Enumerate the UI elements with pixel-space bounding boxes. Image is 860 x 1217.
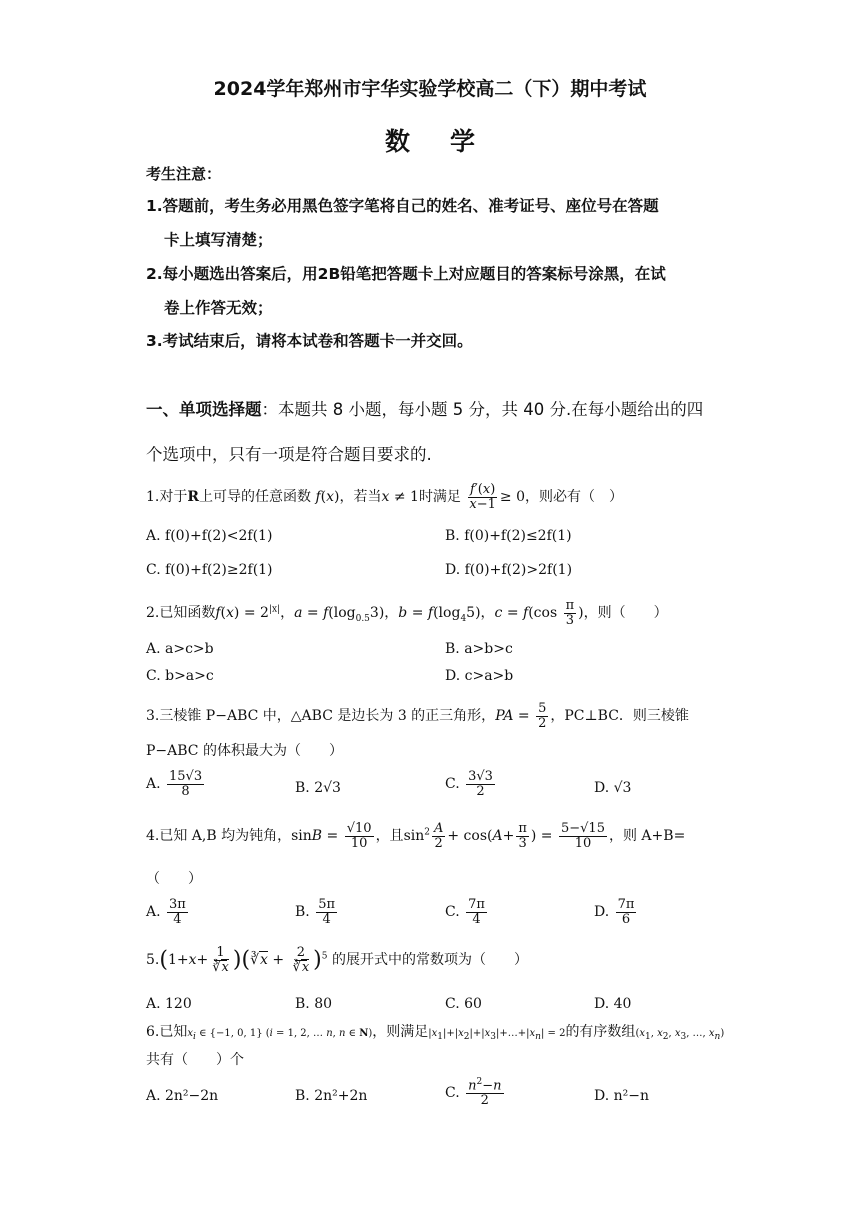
q3-fraction: $\frac{5}{2}$ — [538, 701, 547, 731]
q4-text-c: ，则 A+B= — [608, 828, 686, 845]
q4-option-a: A. $\frac{3\pi}{4}$ — [146, 897, 186, 927]
q2-option-b: B. a>b>c — [445, 641, 513, 657]
q3-option-c-label: C. — [445, 776, 460, 793]
section-heading — [146, 396, 703, 420]
q1-text-d: 时满足 — [418, 489, 461, 506]
subject-title: 数学 — [384, 127, 515, 156]
q1-text-c: ，若当 — [339, 489, 382, 506]
q3-text-a: 3.三棱锥 P−ABC 中，△ABC 是边长为 3 的正三角形， — [146, 708, 496, 725]
q2-option-d: D. c>a>b — [445, 668, 514, 684]
q6-text-c: 的有序数组 — [565, 1024, 636, 1040]
q6-option-b: B. 2n²+2n — [295, 1088, 368, 1104]
q1-text-b: 上可导的任意函数 — [199, 489, 311, 506]
q6-option-c: C. $\frac{n^2-n}{2}$ — [445, 1077, 502, 1108]
question-6-stem-cont: 共有（ ）个 — [146, 1052, 244, 1068]
q4-option-c: C. $\frac{7\pi}{4}$ — [445, 897, 485, 927]
q2-text-end: ，则（ ） — [583, 605, 668, 622]
q4-text-a: 4.已知 A,B 均为钝角， — [146, 828, 292, 845]
q4-option-b: B. $\frac{5\pi}{4}$ — [295, 897, 336, 927]
notice-item-1-cont: 卡上填写清楚； — [164, 231, 273, 249]
q1-fraction: $\frac{f'(x)}{x-1}$ — [469, 482, 496, 512]
question-3-stem-cont: P−ABC 的体积最大为（ ） — [146, 743, 343, 759]
notice-item-2-cont: 卷上作答无效； — [164, 299, 273, 317]
q1-option-b: B. f(0)+f(2)≤2f(1) — [445, 528, 572, 544]
q3-option-c: C. $\frac{3√3}{2}$ — [445, 769, 493, 799]
q4-option-d: D. $\frac{7\pi}{6}$ — [594, 897, 635, 927]
q3-option-d: D. √3 — [594, 780, 632, 796]
q4-text-b: ，且 — [375, 828, 404, 845]
q6-option-d: D. n²−n — [594, 1088, 650, 1104]
question-4-stem-cont: （ ） — [146, 871, 202, 887]
question-6-stem: 6.已知$x_i$ ∈ {−1, 0, 1} (i = 1, 2, … n, n ∈ N)，则满足$|x_1|+|x_2|+|x_3|+\dots+|x_n| = 2$的有序数组($x_1$, $x_2$, $x_3$, …, $x_n$) — [146, 1024, 725, 1042]
q3-option-a-label: A. — [146, 776, 161, 793]
q5-text-end: 的展开式中的常数项为（ ） — [331, 952, 528, 969]
section-title: 一、单项选择题 — [146, 400, 262, 419]
question-5-stem: 5.(1+x+ $\frac{1}{∛x}$ )(∛x + $\frac{2}{∛x}$ )$^5$ 的展开式中的常数项为（ ） — [146, 945, 528, 975]
notice-item-3: 3.考试结束后，请将本试卷和答题卡一并交回。 — [146, 332, 473, 350]
q1-option-d: D. f(0)+f(2)>2f(1) — [445, 562, 573, 578]
q5-option-b: B. 80 — [295, 996, 333, 1012]
q5-option-a: A. 120 — [146, 996, 192, 1012]
q5-option-c: C. 60 — [445, 996, 482, 1012]
q5-option-d: D. 40 — [594, 996, 632, 1012]
notice-item-1: 1.答题前，考生务必用黑色签字笔将自己的姓名、准考证号、座位号在答题 — [146, 197, 659, 215]
q2-text-a: 2.已知函数 — [146, 605, 216, 622]
q2-option-a: A. a>c>b — [146, 641, 214, 657]
question-4-stem: 4.已知 A,B 均为钝角，sinB = $\frac{√10}{10}$ ，且$\sin^2$ $\frac{A}{2}$ + cos(A+ $\frac{\pi}{3}$ ) = $\frac{5-√15}{10}$ ，则 A+B= — [146, 821, 686, 851]
q1-text-e: ，则必有（ ） — [525, 489, 623, 506]
notice-item-2: 2.每小题选出答案后，用2B铅笔把答题卡上对应题目的答案标号涂黑，在试 — [146, 265, 666, 283]
notice-heading: 考生注意： — [146, 165, 222, 183]
q2-fraction: $\frac{\pi}{3}$ — [565, 598, 575, 628]
q6-text-b: ，则满足 — [372, 1024, 429, 1040]
q1-text-a: 1.对于 — [146, 489, 188, 506]
question-1-stem: 1.对于R上可导的任意函数 f(x)，若当x ≠ 1时满足 $\frac{f'(x)}{x-1}$ ≥ 0，则必有（ ） — [146, 482, 623, 512]
q1-option-c: C. f(0)+f(2)≥2f(1) — [146, 562, 273, 578]
q3-text-b: ，PC⊥BC．则三棱锥 — [550, 708, 689, 725]
exam-title: 2024学年郑州市宇华实验学校高二（下）期中考试 — [213, 78, 647, 100]
question-2-stem: 2.已知函数$f(x) = 2^{|x|}$，$a = f(\log_{0.5}3)$，$b = f(\log_45)$，c = f(cos $\frac{\pi}{3}$ )，则（ ） — [146, 598, 668, 628]
q3-option-a: A. $\frac{15√3}{8}$ — [146, 769, 203, 799]
q3-option-b: B. 2√3 — [295, 780, 341, 796]
q1-option-a: A. f(0)+f(2)<2f(1) — [146, 528, 273, 544]
q6-text-a: 6.已知 — [146, 1024, 188, 1040]
question-3-stem: 3.三棱锥 P−ABC 中，△ABC 是边长为 3 的正三角形，PA = $\frac{5}{2}$ ，PC⊥BC．则三棱锥 — [146, 701, 689, 731]
section-instructions-cont: 个选项中，只有一项是符合题目要求的. — [146, 445, 432, 464]
q2-option-c: C. b>a>c — [146, 668, 214, 684]
q6-option-a: A. 2n²−2n — [146, 1088, 219, 1104]
section-instructions: ：本题共 8 小题，每小题 5 分，共 40 分.在每小题给出的四 — [261, 400, 704, 419]
